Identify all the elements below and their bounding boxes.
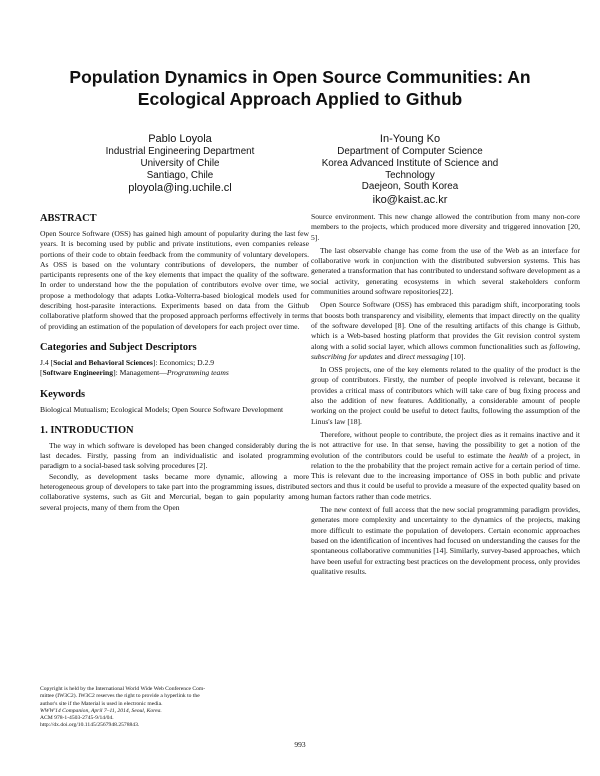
author-affiliation-line: Technology bbox=[385, 169, 435, 181]
page-number: 993 bbox=[294, 740, 306, 749]
footnote-line: Copyright is held by the International World Wide Web Conference Com- bbox=[40, 686, 206, 692]
footnote-line: author's site if the Material is used in electronic media. bbox=[40, 700, 163, 707]
introduction-paragraph: Secondly, as development tasks became more dynamic, allowing a more heterogeneous group of developers to take part into the programming issues, distributed collaborative systems, such as Git and Mercurial, began to gain popularity among several projects, many of them from the Open bbox=[40, 471, 309, 512]
paper-title: Population Dynamics in Open Source Communities: An Ecological Approach Applied to Github bbox=[69, 67, 531, 109]
author-email: iko@kaist.ac.kr bbox=[372, 194, 448, 207]
introduction-heading: 1. INTRODUCTION bbox=[40, 424, 134, 436]
author-block-2 bbox=[300, 132, 520, 207]
author-name: In-Young Ko bbox=[379, 133, 441, 145]
keywords-heading: Keywords bbox=[40, 388, 86, 400]
categories-heading: Categories and Subject Descriptors bbox=[40, 341, 197, 353]
footnote-line: ACM 978-1-4503-2745-9/14/04. bbox=[40, 715, 114, 722]
footnote-line: mittee (IW3C2). IW3C2 reserves the right to provide a hyperlink to the bbox=[40, 693, 200, 700]
author-affiliation-line: University of Chile bbox=[140, 157, 220, 169]
author-affiliation-line: Department of Computer Science bbox=[337, 146, 483, 157]
body-paragraph: Open Source Software (OSS) has embraced this paradigm shift, incorporating tools that boosts both transparency and visibility, elements that impact directly on the quality of the software developed [8]. One of the resulting artifacts of this change is Github, which is a Web-based hosting platform that provides the Git revision control system along with a solid social layer, which allows common functionalities such as following, subscribing for updates and direct messaging [10]. bbox=[311, 300, 580, 361]
body-paragraph: Source environment. This new change allowed the contribution from many non-core members to the projects, which produced more diversity and triggered innovation [20, 5]. bbox=[311, 212, 580, 242]
author-affiliation-line: Daejeon, South Korea bbox=[361, 181, 459, 193]
body-paragraph: The last observable change has come from the use of the Web as an interface for collaborative work in conjunction with the distributed subversion systems. This has generated a transformation that has contributed to understand software development as a social activity, generating ecosystems in which several stakeholders conform communities around software repositories[22]. bbox=[311, 245, 580, 297]
author-name: Pablo Loyola bbox=[148, 133, 212, 145]
left-column bbox=[40, 212, 309, 513]
categories-text: J.4 [Social and Behavioral Sciences]: Economics; D.2.9 [Software Engineering]: Management—Programming teams bbox=[40, 357, 229, 378]
author-affiliation-line: Santiago, Chile bbox=[146, 169, 214, 181]
abstract-heading: ABSTRACT bbox=[40, 213, 97, 224]
body-paragraph: In OSS projects, one of the key elements related to the quality of the product is the group of contributors. Firstly, the number of people involved is relevant, because it provides a critical mass of contributors which will take care of bug fixing process and also the addition of new features. Additionally, a considerable amount of people working on the project could be useful to detect faults, following the assumption of the Linus's law [18]. bbox=[311, 365, 580, 426]
footnote-line: WWW'14 Companion, April 7–11, 2014, Seoul, Korea. bbox=[40, 707, 162, 714]
body-paragraph: Therefore, without people to contribute, the project dies as it remains inactive and it is not attractive for use. In that sense, having the possibility to get a notion of the evolution of the contributors could be useful to estimate the health of a project, in relation to the the probability that the project remain active for a certain period of time. This is relevant due to the increasing importance of OSS in both public and private sectors and thus it could be useful to provide a measure of the expected quality based on human factors rather than code metrics. bbox=[311, 429, 580, 501]
author-affiliation-line: Korea Advanced Institute of Science and bbox=[321, 157, 499, 169]
keywords-text: Biological Mutualism; Ecological Models; Open Source Software Development bbox=[40, 404, 284, 414]
introduction-paragraph: The way in which software is developed has been changed considerably during the last decades. Firstly, passing from an individualistic and isolated programming paradigm to a social-based task solving procedures [2]. bbox=[40, 440, 309, 471]
author-email: ployola@ing.uchile.cl bbox=[128, 182, 232, 195]
author-affiliation-line: Industrial Engineering Department bbox=[105, 146, 255, 157]
author-block-1 bbox=[70, 132, 290, 195]
body-paragraph: The new context of full access that the new social programming paradigm provides, generates more complexity and uncertainty to the dynamics of the projects, making more difficult to estimate the population of developers. Certain economic approaches based on the identification of incentives had focused on understanding the causes for the spontaneous collaborative communities [14]. Similarly, survey-based approaches, which have been useful for extracting best practices on the development process, only provides qualitative results. bbox=[311, 505, 580, 576]
copyright-footnote bbox=[40, 686, 302, 730]
footnote-line[interactable]: http://dx.doi.org/10.1145/2567948.2578843. bbox=[40, 722, 140, 729]
right-column bbox=[311, 212, 580, 580]
abstract-text: Open Source Software (OSS) has gained high amount of popularity during the last few years. It is becoming used by public and private institutions, even companies release portions of their code to obtain feedback from the community of voluntary developers. As OSS is based on the voluntary contributions of developers, the number of participants represents one of the key elements that impact the quality of the software. In order to understand how the the population of contributors evolve over time, we propose a methodology that adapts Lotka-Volterra-based biological models used for describing host-parasite interactions. Experiments based on data from the Github collaborative platform showed that the proposed approach performs effectively in terms of providing an estimation of the population of developers for each project over time. bbox=[40, 229, 309, 331]
